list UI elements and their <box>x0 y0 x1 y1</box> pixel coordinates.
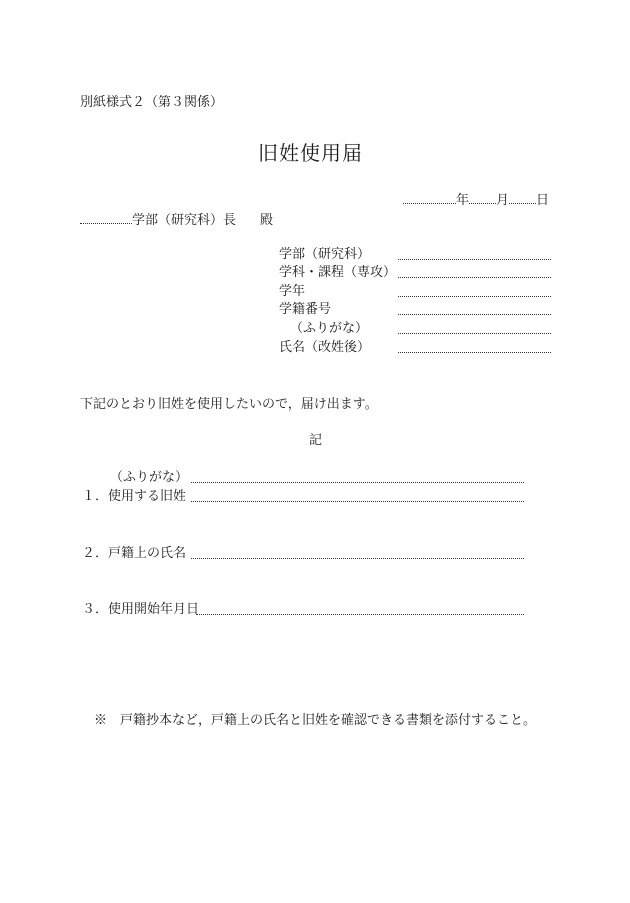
applicant-faculty-field[interactable] <box>398 259 551 260</box>
day-label: 日 <box>536 193 550 208</box>
month-blank[interactable] <box>469 191 496 204</box>
year-label: 年 <box>456 193 470 208</box>
applicant-major-label: 学科・課程（専攻） <box>279 265 397 280</box>
statement: 下記のとおり旧姓を使用したいので，届け出ます。 <box>80 397 378 412</box>
item2-label: ２．戸籍上の氏名 <box>82 546 187 561</box>
applicant-name-label: 氏名（改姓後） <box>279 340 371 355</box>
form-id: 別紙様式２（第３関係） <box>80 95 224 110</box>
applicant-furigana-field[interactable] <box>398 333 551 334</box>
item1-furigana-label: （ふりがな） <box>110 470 189 485</box>
item3-label: ３．使用開始年月日 <box>82 602 200 617</box>
item3-field[interactable] <box>196 614 524 615</box>
applicant-grade-field[interactable] <box>398 296 551 297</box>
applicant-grade-label: 学年 <box>279 284 306 299</box>
faculty-name-blank[interactable] <box>80 211 132 224</box>
addressee-dept: 学部（研究科）長 <box>132 213 237 228</box>
applicant-furigana-label: （ふりがな） <box>290 321 369 336</box>
item1-furigana-field[interactable] <box>191 482 524 483</box>
month-label: 月 <box>496 193 510 208</box>
applicant-student-no-label: 学籍番号 <box>279 302 332 317</box>
ki-label: 記 <box>309 433 323 448</box>
year-blank[interactable] <box>403 191 456 204</box>
applicant-student-no-field[interactable] <box>398 314 551 315</box>
applicant-faculty-label: 学部（研究科） <box>279 247 371 262</box>
attachment-note: ※ 戸籍抄本など，戸籍上の氏名と旧姓を確認できる書類を添付すること。 <box>94 713 537 728</box>
item2-field[interactable] <box>191 558 524 559</box>
applicant-major-field[interactable] <box>398 277 551 278</box>
applicant-name-field[interactable] <box>398 352 551 353</box>
item1-field[interactable] <box>191 501 524 502</box>
date-line <box>403 191 549 207</box>
day-blank[interactable] <box>509 191 536 204</box>
item1-label: １．使用する旧姓 <box>82 489 187 504</box>
addressee-honorific: 殿 <box>260 213 274 228</box>
addressee <box>80 211 273 227</box>
page-title: 旧姓使用届 <box>258 141 363 165</box>
